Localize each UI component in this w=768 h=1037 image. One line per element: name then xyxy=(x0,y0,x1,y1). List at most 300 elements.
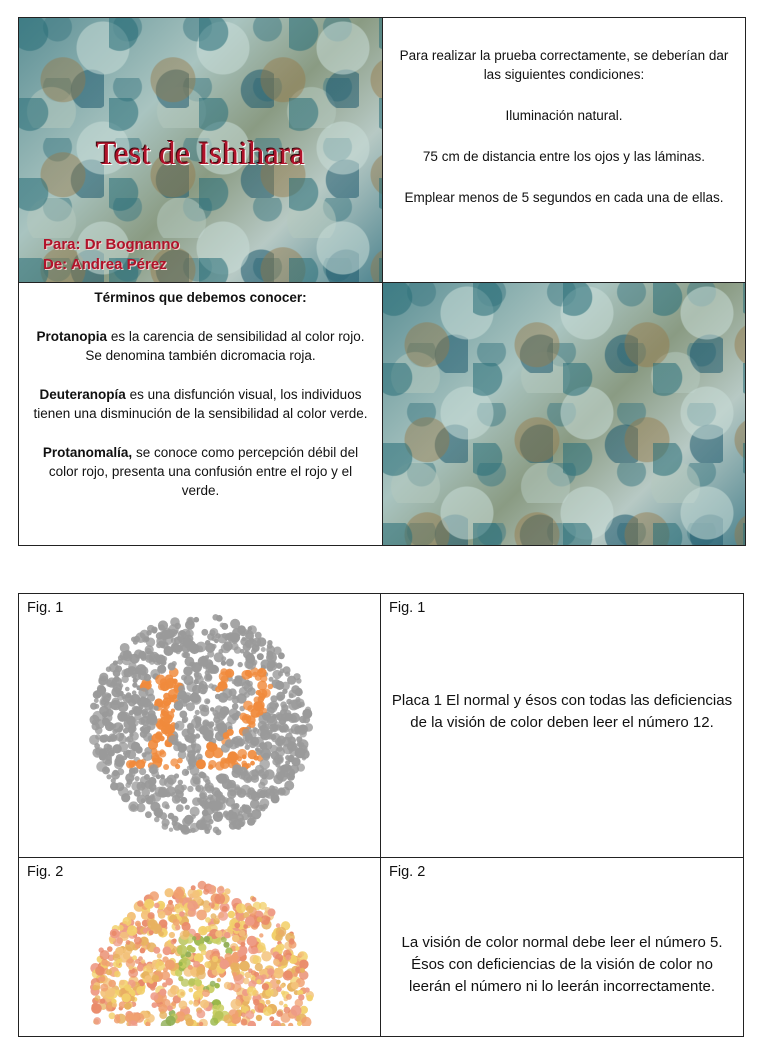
plate-background-dot xyxy=(232,972,237,977)
conditions-panel xyxy=(382,17,746,283)
plate-background-dot xyxy=(128,666,134,672)
plate-background-dot xyxy=(152,1002,158,1008)
plate-background-dot xyxy=(279,1001,284,1006)
plate-background-dot xyxy=(106,969,112,975)
cover-panel xyxy=(18,17,383,283)
plate-background-dot xyxy=(175,789,180,794)
condition-time: Emplear menos de 5 segundos en cada una de ellas. xyxy=(404,190,724,205)
plate-number-dot xyxy=(167,742,172,747)
plate-background-dot xyxy=(115,1014,121,1020)
plate-background-dot xyxy=(293,972,298,977)
plate-background-dot xyxy=(126,940,131,945)
plate-background-dot xyxy=(134,937,142,945)
plate-background-dot xyxy=(251,897,256,902)
plate-background-dot xyxy=(272,724,279,731)
plate-background-dot xyxy=(196,642,207,653)
plate-background-dot xyxy=(113,961,119,967)
plate-background-dot xyxy=(276,980,281,985)
terms-heading: Términos que debemos conocer: xyxy=(94,290,307,305)
plate-background-dot xyxy=(149,659,155,665)
plate-number-dot xyxy=(258,669,263,674)
plate-background-dot xyxy=(289,938,294,943)
plate-background-dot xyxy=(112,770,118,776)
plate-background-dot xyxy=(110,700,119,709)
plate-background-dot xyxy=(257,917,263,923)
fig1-plate-panel xyxy=(18,593,381,858)
plate-background-dot xyxy=(224,982,231,989)
plate-background-dot xyxy=(193,1001,199,1007)
plate-background-dot xyxy=(235,946,239,950)
plate-background-dot xyxy=(193,778,199,784)
plate-background-dot xyxy=(194,995,200,1001)
plate-background-dot xyxy=(172,661,177,666)
plate-number-dot xyxy=(253,702,260,709)
ishihara-plate-12 xyxy=(81,610,321,840)
plate-background-dot xyxy=(187,723,194,730)
plate-background-dot xyxy=(133,678,138,683)
plate-background-dot xyxy=(178,780,183,785)
plate-number-dot xyxy=(148,740,158,750)
plate-background-dot xyxy=(212,801,222,811)
plate-number-dot xyxy=(163,764,169,770)
plate-background-dot xyxy=(166,786,176,796)
plate-number-dot xyxy=(212,1005,219,1012)
term-protanopia: Protanopia es la carencia de sensibilidad al color rojo. Se denomina también dicromacia roja. xyxy=(36,329,365,363)
plate-background-dot xyxy=(245,916,255,926)
plate-background-dot xyxy=(245,680,250,685)
plate-number-dot xyxy=(258,696,265,703)
plate-background-dot xyxy=(190,807,200,817)
plate-background-dot xyxy=(180,744,187,751)
plate-background-dot xyxy=(154,903,160,909)
plate-background-dot xyxy=(189,988,194,993)
plate-background-dot xyxy=(128,801,139,812)
plate-background-dot xyxy=(287,741,297,751)
plate-background-dot xyxy=(291,982,299,990)
plate-number-dot xyxy=(190,947,196,953)
plate-background-dot xyxy=(245,630,254,639)
plate-background-dot xyxy=(208,794,214,800)
plate-number-dot xyxy=(159,736,165,742)
plate-background-dot xyxy=(205,664,214,673)
plate-background-dot xyxy=(192,890,200,898)
plate-background-dot xyxy=(110,782,118,790)
plate-background-dot xyxy=(201,629,208,636)
plate-background-dot xyxy=(107,946,113,952)
plate-background-dot xyxy=(183,675,193,685)
plate-background-dot xyxy=(251,809,261,819)
plate-background-dot xyxy=(150,992,158,1000)
plate-number-dot xyxy=(210,1018,218,1026)
plate-background-dot xyxy=(174,637,182,645)
plate-background-dot xyxy=(125,984,132,991)
plate-background-dot xyxy=(144,774,150,780)
plate-background-dot xyxy=(285,955,291,961)
plate-background-dot xyxy=(121,712,130,721)
plate-number-dot xyxy=(250,761,255,766)
plate-background-dot xyxy=(276,1010,283,1017)
plate-background-dot xyxy=(118,787,129,798)
plate-background-dot xyxy=(116,690,121,695)
plate-background-dot xyxy=(281,991,285,995)
ishihara-plate-5 xyxy=(81,876,321,1026)
plate-background-dot xyxy=(201,928,206,933)
plate-number-dot xyxy=(215,686,221,692)
plate-number-dot xyxy=(178,962,182,966)
plate-background-dot xyxy=(267,643,273,649)
plate-background-dot xyxy=(154,654,160,660)
fig1-label: Fig. 1 xyxy=(27,600,64,616)
plate-background-dot xyxy=(105,961,111,967)
plate-background-dot xyxy=(221,744,230,753)
plate-background-dot xyxy=(125,687,130,692)
plate-background-dot xyxy=(137,748,142,753)
plate-number-dot xyxy=(196,759,206,769)
plate-background-dot xyxy=(170,617,180,627)
plate-background-dot xyxy=(272,670,281,679)
plate-background-dot xyxy=(181,629,191,639)
plate-background-dot xyxy=(188,965,193,970)
plate-background-dot xyxy=(286,994,292,1000)
plate-background-dot xyxy=(273,774,283,784)
plate-background-dot xyxy=(141,798,146,803)
plate-background-dot xyxy=(174,644,180,650)
plate-background-dot xyxy=(106,774,111,779)
plate-background-dot xyxy=(159,989,166,996)
plate-background-dot xyxy=(182,817,192,827)
plate-background-dot xyxy=(291,685,300,694)
plate-background-dot xyxy=(226,659,234,667)
plate-background-dot xyxy=(149,930,154,935)
plate-background-dot xyxy=(261,647,266,652)
plate-number-dot xyxy=(241,761,247,767)
fig2-description-label: Fig. 2 xyxy=(389,864,426,880)
plate-background-dot xyxy=(97,685,105,693)
plate-background-dot xyxy=(206,699,210,703)
plate-background-dot xyxy=(248,968,253,973)
plate-background-dot xyxy=(144,899,154,909)
plate-number-dot xyxy=(268,684,274,690)
plate-background-dot xyxy=(237,951,243,957)
plate-background-dot xyxy=(224,888,230,894)
plate-background-dot xyxy=(204,673,212,681)
plate-background-dot xyxy=(179,898,184,903)
plate-background-dot xyxy=(243,807,249,813)
plate-background-dot xyxy=(215,930,222,937)
plate-background-dot xyxy=(112,729,117,734)
plate-background-dot xyxy=(211,913,217,919)
plate-background-dot xyxy=(157,953,162,958)
plate-background-dot xyxy=(248,626,253,631)
plate-number-dot xyxy=(223,942,229,948)
plate-number-dot xyxy=(256,690,261,695)
plate-background-dot xyxy=(107,745,113,751)
fig2-plate-panel xyxy=(18,857,381,1037)
plate-background-dot xyxy=(204,961,211,968)
plate-background-dot xyxy=(109,663,119,673)
plate-background-dot xyxy=(195,723,203,731)
plate-background-dot xyxy=(137,965,144,972)
plate-background-dot xyxy=(259,933,263,937)
plate-background-dot xyxy=(260,748,271,759)
plate-background-dot xyxy=(219,960,229,970)
plate-background-dot xyxy=(228,780,236,788)
plate-background-dot xyxy=(267,707,275,715)
plate-background-dot xyxy=(280,984,285,989)
plate-background-dot xyxy=(159,1011,167,1019)
plate-background-dot xyxy=(95,734,101,740)
plate-background-dot xyxy=(297,764,305,772)
plate-background-dot xyxy=(115,677,120,682)
plate-background-dot xyxy=(127,750,137,760)
plate-background-dot xyxy=(199,772,205,778)
plate-background-dot xyxy=(182,701,188,707)
plate-background-dot xyxy=(118,925,124,931)
plate-background-dot xyxy=(106,1005,113,1012)
plate-background-dot xyxy=(251,792,261,802)
cover-recipient: Para: Dr Bognanno xyxy=(43,236,180,253)
plate-background-dot xyxy=(91,1003,102,1014)
fig2-label: Fig. 2 xyxy=(27,864,64,880)
plate-background-dot xyxy=(100,977,105,982)
plate-background-dot xyxy=(187,786,193,792)
plate-background-dot xyxy=(161,630,171,640)
plate-background-dot xyxy=(167,988,176,997)
plate-background-dot xyxy=(119,683,124,688)
plate-background-dot xyxy=(205,804,210,809)
plate-background-dot xyxy=(261,723,270,732)
plate-background-dot xyxy=(197,1010,206,1019)
plate-background-dot xyxy=(186,617,194,625)
plate-background-dot xyxy=(294,726,301,733)
plate-background-dot xyxy=(109,1012,116,1019)
plate-number-dot xyxy=(210,981,216,987)
plate-number-dot xyxy=(220,759,230,769)
plate-background-dot xyxy=(175,721,185,731)
plate-background-dot xyxy=(179,711,187,719)
plate-number-dot xyxy=(188,978,196,986)
plate-background-dot xyxy=(102,713,112,723)
plate-background-dot xyxy=(266,1000,271,1005)
plate-background-dot xyxy=(298,994,304,1000)
plate-background-dot xyxy=(260,778,268,786)
plate-background-dot xyxy=(141,788,150,797)
plate-background-dot xyxy=(218,634,228,644)
plate-number-dot xyxy=(178,976,183,981)
plate-background-dot xyxy=(196,970,206,980)
plate-background-dot xyxy=(154,706,159,711)
plate-background-dot xyxy=(217,978,221,982)
cover-title: Test de Ishihara xyxy=(96,136,305,172)
plate-number-dot xyxy=(136,760,146,770)
plate-number-dot xyxy=(195,979,202,986)
plate-background-dot xyxy=(145,648,151,654)
plate-background-dot xyxy=(195,733,200,738)
plate-background-dot xyxy=(96,985,101,990)
plate-background-dot xyxy=(172,939,176,943)
plate-background-dot xyxy=(169,932,175,938)
plate-number-dot xyxy=(242,754,247,759)
plate-background-dot xyxy=(192,694,201,703)
plate-background-dot xyxy=(122,993,131,1002)
plate-number-dot xyxy=(163,693,170,700)
term-protanomalia: Protanomalía, se conoce como percepción débil del color rojo, presenta una confusión entre el rojo y el verde. xyxy=(42,445,359,498)
plate-number-dot xyxy=(246,715,256,725)
plate-background-dot xyxy=(214,639,219,644)
plate-number-dot xyxy=(241,670,251,680)
plate-background-dot xyxy=(259,759,270,770)
plate-background-dot xyxy=(145,811,152,818)
term-deuteranopia: Deuteranopía es una disfunción visual, los individuos tienen una disminución de la sensibilidad al color verde. xyxy=(33,387,368,421)
plate-background-dot xyxy=(269,677,274,682)
plate-background-dot xyxy=(112,724,117,729)
plate-background-dot xyxy=(139,768,146,775)
plate-background-dot xyxy=(125,694,134,703)
plate-background-dot xyxy=(101,735,108,742)
plate-background-dot xyxy=(239,930,246,937)
plate-background-dot xyxy=(256,979,261,984)
plate-background-dot xyxy=(198,881,207,890)
plate-background-dot xyxy=(194,617,200,623)
plate-background-dot xyxy=(266,917,271,922)
plate-number-dot xyxy=(166,714,172,720)
plate-background-dot xyxy=(299,952,304,957)
plate-background-dot xyxy=(174,889,185,900)
plate-background-dot xyxy=(173,822,182,831)
plate-background-dot xyxy=(256,1015,262,1021)
plate-background-dot xyxy=(209,630,215,636)
plate-background-dot xyxy=(116,754,124,762)
plate-background-dot xyxy=(221,623,228,630)
plate-background-dot xyxy=(158,665,165,672)
plate-background-dot xyxy=(178,690,187,699)
plate-background-dot xyxy=(174,701,184,711)
plate-background-dot xyxy=(127,925,138,936)
plate-background-dot xyxy=(185,657,195,667)
plate-background-dot xyxy=(224,932,230,938)
plate-background-dot xyxy=(243,774,252,783)
conditions-intro: Para realizar la prueba correctamente, se deberían dar las siguientes condiciones: xyxy=(399,48,729,82)
plate-background-dot xyxy=(162,823,169,830)
plate-background-dot xyxy=(169,629,177,637)
plate-background-dot xyxy=(94,743,100,749)
plate-background-dot xyxy=(154,812,159,817)
plate-background-dot xyxy=(135,632,146,643)
plate-number-dot xyxy=(170,758,178,766)
plate-background-dot xyxy=(180,797,187,804)
plate-number-dot xyxy=(220,668,227,675)
plate-background-dot xyxy=(283,970,293,980)
plate-background-dot xyxy=(273,647,281,655)
plate-background-dot xyxy=(159,931,164,936)
plate-background-dot xyxy=(179,911,185,917)
plate-number-dot xyxy=(208,764,213,769)
plate-number-dot xyxy=(165,723,171,729)
plate-background-dot xyxy=(106,680,113,687)
plate-background-dot xyxy=(241,632,246,637)
plate-number-dot xyxy=(243,701,253,711)
plate-number-dot xyxy=(165,674,174,683)
plate-background-dot xyxy=(276,945,282,951)
plate-background-dot xyxy=(278,787,285,794)
plate-background-dot xyxy=(243,978,249,984)
plate-background-dot xyxy=(202,989,210,997)
plate-background-dot xyxy=(300,968,305,973)
plate-background-dot xyxy=(156,642,162,648)
plate-background-dot xyxy=(284,1007,291,1014)
plate-background-dot xyxy=(187,900,198,911)
plate-number-dot xyxy=(172,694,177,699)
plate-background-dot xyxy=(215,829,221,835)
plate-background-dot xyxy=(198,656,208,666)
plate-background-dot xyxy=(218,911,228,921)
plate-background-dot xyxy=(226,797,236,807)
plate-background-dot xyxy=(296,678,302,684)
plate-number-dot xyxy=(261,688,270,697)
plate-background-dot xyxy=(109,735,116,742)
plate-background-dot xyxy=(182,729,191,738)
plate-background-dot xyxy=(257,653,264,660)
plate-background-dot xyxy=(276,713,284,721)
plate-background-dot xyxy=(216,775,222,781)
plate-background-dot xyxy=(247,653,254,660)
plate-number-dot xyxy=(171,709,175,713)
plate-background-dot xyxy=(147,722,155,730)
plate-background-dot xyxy=(299,716,306,723)
plate-background-dot xyxy=(219,795,224,800)
plate-background-dot xyxy=(247,818,255,826)
plate-background-dot xyxy=(245,1010,254,1019)
plate-background-dot xyxy=(136,986,145,995)
plate-background-dot xyxy=(213,812,223,822)
plate-background-dot xyxy=(140,948,146,954)
plate-background-dot xyxy=(119,725,124,730)
plate-background-dot xyxy=(232,764,242,774)
plate-background-dot xyxy=(228,911,236,919)
plate-background-dot xyxy=(276,745,282,751)
plate-number-dot xyxy=(223,732,230,739)
plate-background-dot xyxy=(94,698,99,703)
plate-background-dot xyxy=(229,708,239,718)
mosaic-image xyxy=(382,282,746,546)
plate-background-dot xyxy=(195,710,200,715)
plate-background-dot xyxy=(234,786,241,793)
plate-background-dot xyxy=(241,1019,248,1026)
plate-number-dot xyxy=(159,749,164,754)
plate-background-dot xyxy=(90,715,100,725)
plate-background-dot xyxy=(112,931,117,936)
plate-background-dot xyxy=(273,959,280,966)
plate-background-dot xyxy=(244,692,250,698)
plate-background-dot xyxy=(168,813,175,820)
plate-background-dot xyxy=(136,664,147,675)
plate-background-dot xyxy=(140,731,147,738)
plate-background-dot xyxy=(108,980,116,988)
plate-background-dot xyxy=(275,762,280,767)
plate-background-dot xyxy=(236,824,242,830)
plate-background-dot xyxy=(253,999,259,1005)
plate-background-dot xyxy=(136,923,141,928)
plate-background-dot xyxy=(291,1005,302,1016)
plate-background-dot xyxy=(188,641,196,649)
plate-background-dot xyxy=(281,682,290,691)
plate-background-dot xyxy=(251,947,258,954)
plate-background-dot xyxy=(205,779,211,785)
plate-background-dot xyxy=(269,1016,274,1021)
plate-background-dot xyxy=(234,646,241,653)
plate-background-dot xyxy=(269,785,275,791)
plate-background-dot xyxy=(217,712,226,721)
